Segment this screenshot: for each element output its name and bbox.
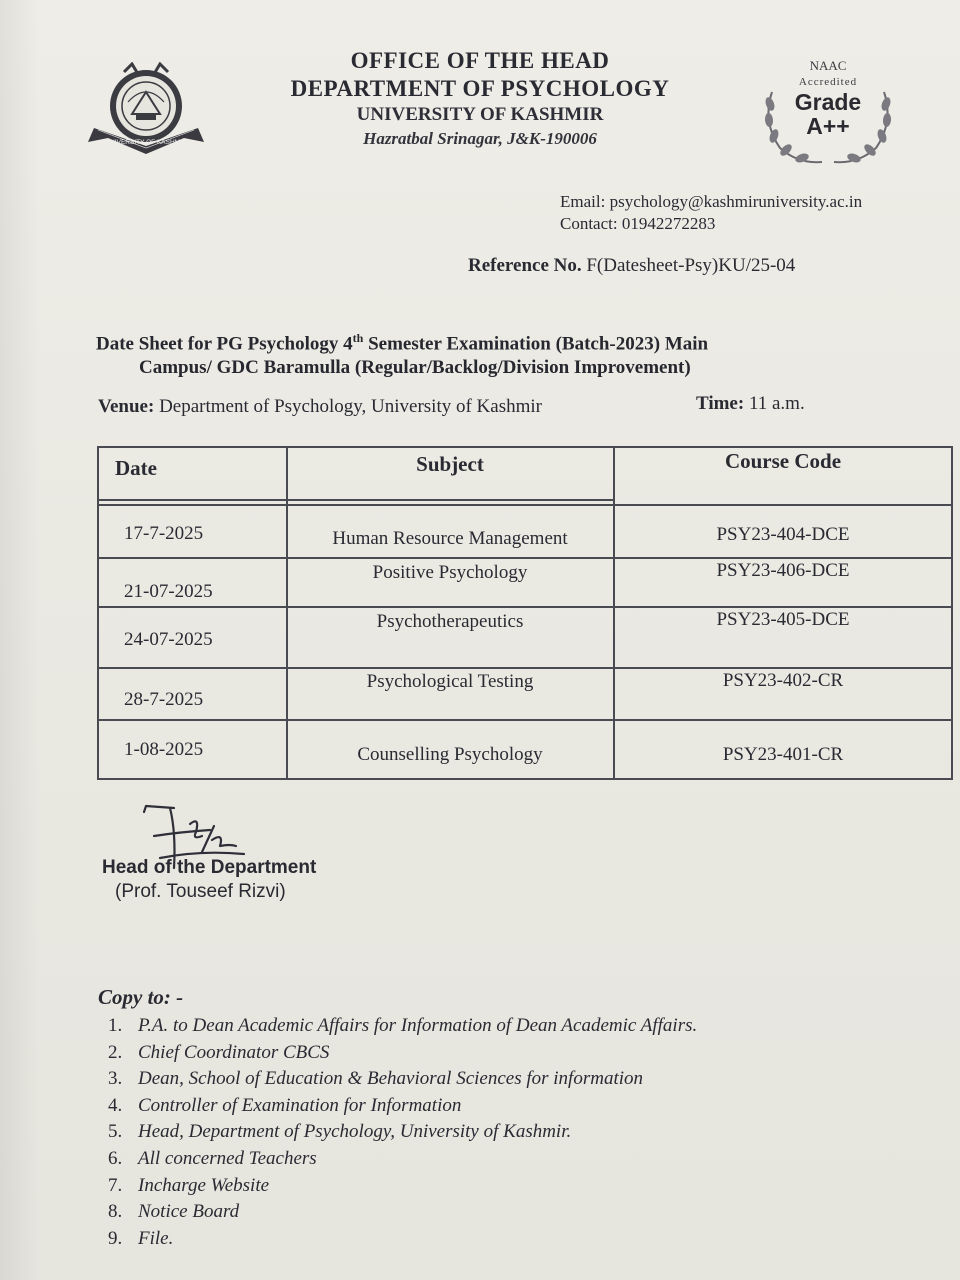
venue [98,396,542,418]
table-rule [97,446,99,780]
row3-subject: Psychotherapeutics [376,611,524,632]
grade-label: Grade [794,89,862,115]
table-rule [97,557,953,559]
row3-code: PSY23-405-DCE [716,609,850,630]
list-item [108,1226,697,1253]
time-value: 11 a.m. [748,393,805,414]
row1-code: PSY23-404-DCE [716,524,850,545]
title-part2: Semester Examination (Batch-2023) Main [363,333,709,355]
table-rule [97,719,953,721]
list-number: 4. [108,1094,123,1116]
list-text: Chief Coordinator CBCS [138,1041,330,1063]
address: Hazratbal Srinagar, J&K-190006 [363,129,597,148]
row3-date: 24-07-2025 [124,629,213,650]
list-number: 6. [108,1147,123,1169]
row1-subject: Human Resource Management [332,528,568,549]
list-item [108,1146,697,1173]
copy-to-list [108,1013,697,1252]
venue-label: Venue: [98,396,155,417]
row4-code: PSY23-402-CR [722,670,844,691]
list-text: Notice Board [138,1201,240,1223]
time [696,393,805,415]
list-item [108,1066,697,1093]
seal-text: UNIVERSITY OF KASHMIR [105,139,187,146]
page-shadow [0,0,40,1280]
list-text: Controller of Examination for Information [138,1094,462,1116]
table-rule [97,778,953,780]
table-rule [97,446,953,448]
list-number: 3. [108,1068,123,1090]
university-name: UNIVERSITY OF KASHMIR [356,104,604,125]
copy-to-heading: Copy to: - [98,985,184,1009]
venue-value: Department of Psychology, University of Kashmir [159,396,542,417]
row2-date: 21-07-2025 [124,581,213,602]
list-item [108,1119,697,1146]
list-item [108,1093,697,1120]
title-line2: Campus/ GDC Baramulla (Regular/Backlog/Division Improvement) [139,357,691,379]
table-rule [97,499,286,501]
row2-code: PSY23-406-DCE [716,560,850,581]
list-text: P.A. to Dean Academic Affairs for Information of Dean Academic Affairs. [138,1015,698,1036]
list-text: File. [138,1227,174,1249]
naac-label: NAAC [809,58,847,73]
list-item [108,1173,697,1200]
list-number: 7. [108,1174,123,1196]
signatory-name: (Prof. Touseef Rizvi) [115,881,286,902]
list-item [108,1040,697,1067]
university-seal-logo [88,62,204,158]
time-label: Time: [696,393,745,414]
list-text: Head, Department of Psychology, University of Kashmir. [138,1121,572,1143]
list-number: 5. [108,1121,123,1143]
row5-code: PSY23-401-CR [722,744,844,765]
email: Email: psychology@kashmiruniversity.ac.in [560,192,863,211]
reference-label: Reference No. [468,255,582,276]
header-course-code: Course Code [724,449,842,473]
list-number: 1. [108,1015,123,1036]
list-number: 8. [108,1201,123,1223]
department-name: DEPARTMENT OF PSYCHOLOGY [290,76,670,101]
table-rule [287,499,613,501]
row5-subject: Counselling Psychology [357,744,543,765]
contact-block [560,191,862,235]
schedule-table [97,446,953,780]
table-rule [97,504,953,506]
header-date: Date [115,456,157,480]
datesheet-title [96,326,876,380]
list-item [108,1199,697,1226]
list-text: Incharge Website [138,1174,270,1196]
header-subject: Subject [416,452,484,476]
row4-date: 28-7-2025 [124,689,204,710]
list-text: Dean, School of Education & Behavioral Sciences for information [138,1068,644,1090]
table-rule [97,606,953,608]
title-sup: th [352,331,364,345]
grade-value: A++ [806,113,850,139]
phone: Contact: 01942272283 [560,214,716,233]
signatory-title: Head of the Department [102,857,317,878]
office-title: OFFICE OF THE HEAD [350,48,610,73]
table-rule [97,667,953,669]
title-part1: Date Sheet for PG Psychology 4 [96,333,353,355]
row5-date: 1-08-2025 [124,739,204,760]
row4-subject: Psychological Testing [366,671,534,692]
list-text: All concerned Teachers [138,1147,317,1169]
naac-grade-badge [758,52,898,172]
reference-number [468,255,795,277]
list-number: 9. [108,1227,123,1249]
row1-date: 17-7-2025 [124,523,204,544]
accredited-label: Accredited [798,76,858,88]
row2-subject: Positive Psychology [372,562,528,583]
reference-value: F(Datesheet-Psy)KU/25-04 [586,255,796,276]
list-number: 2. [108,1041,123,1063]
letterhead [240,48,720,149]
list-item [108,1013,697,1040]
